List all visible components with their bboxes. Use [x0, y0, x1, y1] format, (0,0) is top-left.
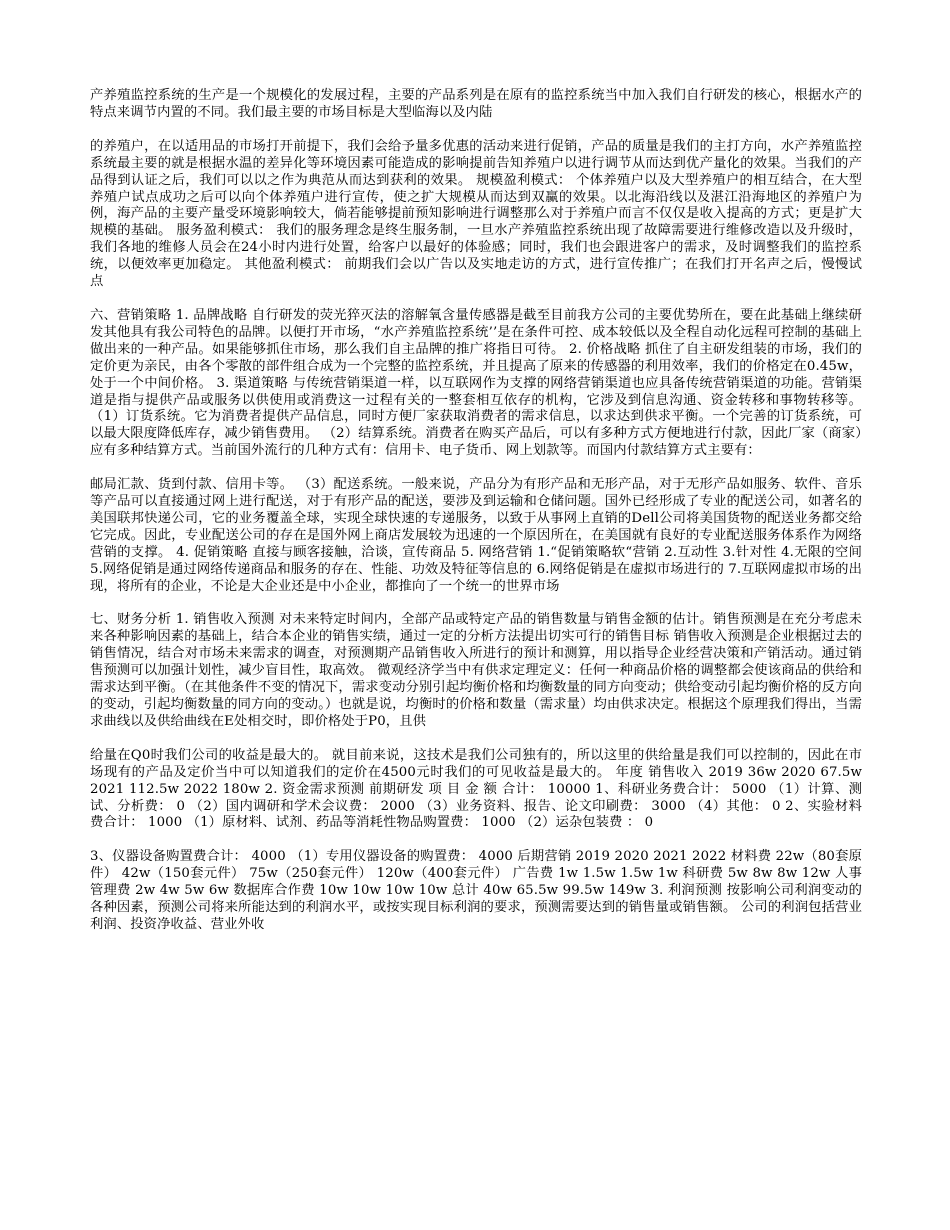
paragraph-profit-models: 的养殖户，在以适用品的市场打开前提下，我们会给予量多优惠的活动来进行促销，产品的质量是我们的主打方向，水产养殖监控系统最主要的就是根据水温的差异化等环境因素可能造成的影响提前告知养殖户以进行调节从而达到优产量化的效果。当我们的产品得到认证之后，我们可以以之作为典范从而达到获利的效果。 规模盈利模式： 个体养殖户以及大型养殖户的相互结合，在大型养殖户试点成功之后可以向个体养殖户进行宣传，使之扩大规模从而达到双赢的效果。以北海沿线以及湛江沿海地区的养殖户为例，海产品的主要产量受环境影响较大，倘若能够提前预知影响进行调整那么对于养殖户而言不仅仅是收入提高的方式；更是扩大规模的基础。 服务盈利模式： 我们的服务理念是终生服务制，一旦水产养殖监控系统出现了故障需要进行维修改造以及升级时，我们各地的维修人员会在24小时内进行处置，给客户以最好的体验感；同时，我们也会跟进客户的需求，及时调整我们的监控系统，以便效率更加稳定。 其他盈利模式： 前期我们会以广告以及实地走访的方式，进行宣传推广；在我们打开名声之后，慢慢试点: [90, 138, 862, 290]
document-page: [90, 88, 862, 951]
paragraph-financial-analysis: 七、财务分析 1. 销售收入预测 对未来特定时间内，全部产品或特定产品的销售数量与销售金额的估计。销售预测是在充分考虑未来各种影响因素的基础上，结合本企业的销售实绩，通过一定的分析方法提出切实可行的销售目标 销售收入预测是企业根据过去的销售情况，结合对市场未来需求的调查，对预测期产品销售收入所进行的预计和测算，用以指导企业经营决策和产销活动。通过销售预测可以加强计划性，减少盲目性，取高效。 微观经济学当中有供求定理定义：任何一种商品价格的调整都会使该商品的供给和需求达到平衡。（在其他条件不变的情况下，需求变动分别引起均衡价格和均衡数量的同方向变动；供给变动引起均衡价格的反方向的变动，引起均衡数量的同方向的变动。）也就是说，均衡时的价格和数量（需求量）均由供求决定。根据这个原理我们得出，当需求曲线以及供给曲线在E处相交时，即价格处于P0，且供: [90, 612, 862, 729]
paragraph-aquaculture-market: 产养殖监控系统的生产是一个规模化的发展过程，主要的产品系列是在原有的监控系统当中加入我们自行研发的核心，根据水产的特点来调节内置的不同。我们最主要的市场目标是大型临海以及内陆: [90, 88, 862, 120]
paragraph-equipment-profit: 3、仪器设备购置费合计： 4000 （1）专用仪器设备的购置费： 4000 后期营销 2019 2020 2021 2022 材料费 22w（80套原件） 42w（150套元件） 75w（250套元件） 120w（400套元件） 广告费 1w 1.5w 1.5w 1w 科研费 5w 8w 8w 12w 人事管理费 2w 4w 5w 6w 数据库合作费 10w 10w 10w 10w 总计 40w 65.5w 99.5w 149w 3. 利润预测 按影响公司利润变动的各种因素，预测公司将来所能达到的利润水平，或按实现目标利润的要求，预测需要达到的销售量或销售额。 公司的利润包括营业利润、投资净收益、营业外收: [90, 849, 862, 932]
paragraph-marketing-strategy: 六、营销策略 1. 品牌战略 自行研发的荧光猝灭法的溶解氧含量传感器是截至目前我方公司的主要优势所在，要在此基础上继续研发其他具有我公司特色的品牌。以便打开市场，“水产养殖监控系统’’是在条件可控、成本较低以及全程自动化远程可控制的基础上做出来的一种产品。如果能够抓住市场，那么我们自主品牌的推广将指日可待。 2. 价格战略 抓住了自主研发组装的市场，我们的定价更为亲民，由各个零散的部件组合成为一个完整的监控系统，并且提高了原来的传感器的利用效率，我们的价格定在0.45w，处于一个中间价格。 3. 渠道策略 与传统营销渠道一样，以互联网作为支撑的网络营销渠道也应具备传统营销渠道的功能。营销渠道是指与提供产品或服务以供使用或消费这一过程有关的一整套相互依存的机构，它涉及到信息沟通、资金转移和事物转移等。 （1）订货系统。它为消费者提供产品信息，同时方便厂家获取消费者的需求信息，以求达到供求平衡。一个完善的订货系统，可以最大限度降低库存，减少销售费用。 （2）结算系统。消费者在购买产品后，可以有多种方式方便地进行付款，因此厂家（商家）应有多种结算方式。当前国外流行的几种方式有：信用卡、电子货币、网上划款等。而国内付款结算方式主要有：: [90, 307, 862, 459]
paragraph-revenue-funding: 给量在Q0时我们公司的收益是最大的。 就目前来说，这技术是我们公司独有的，所以这里的供给量是我们可以控制的，因此在市场现有的产品及定价当中可以知道我们的定价在4500元时我们的可见收益是最大的。 年度 销售收入 2019 36w 2020 67.5w 2021 112.5w 2022 180w 2. 资金需求预测 前期研发 项 目 金 额 合计： 10000 1、科研业务费合计： 5000 （1）计算、测试、分析费： 0 （2）国内调研和学术会议费： 2000 （3）业务资料、报告、论文印刷费： 3000 （4）其他： 0 2、实验材料费合计： 1000 （1）原材料、试剂、药品等消耗性物品购置费： 1000 （2）运杂包装费 ： 0: [90, 747, 862, 831]
paragraph-distribution-promotion: 邮局汇款、货到付款、信用卡等。 （3）配送系统。一般来说，产品分为有形产品和无形产品，对于无形产品如服务、软件、音乐等产品可以直接通过网上进行配送，对于有形产品的配送，要涉及到运输和仓储问题。国外已经形成了专业的配送公司，如著名的美国联邦快递公司，它的业务覆盖全球，实现全球快速的专递服务，以致于从事网上直销的Dell公司将美国货物的配送业务都交给它完成。因此，专业配送公司的存在是国外网上商店发展较为迅速的一个原因所在，在美国就有良好的专业配送服务体系作为网络营销的支撑。 4. 促销策略 直接与顾客接触，洽谈，宣传商品 5. 网络营销 1.“促销策略软“营销 2.互动性 3.针对性 4.无限的空间 5.网络促销是通过网络传递商品和服务的存在、性能、功效及特征等信息的 6.网络促销是在虚拟市场进行的 7.互联网虚拟市场的出现，将所有的企业，不论是大企业还是中小企业，都推向了一个统一的世界市场: [90, 477, 862, 594]
